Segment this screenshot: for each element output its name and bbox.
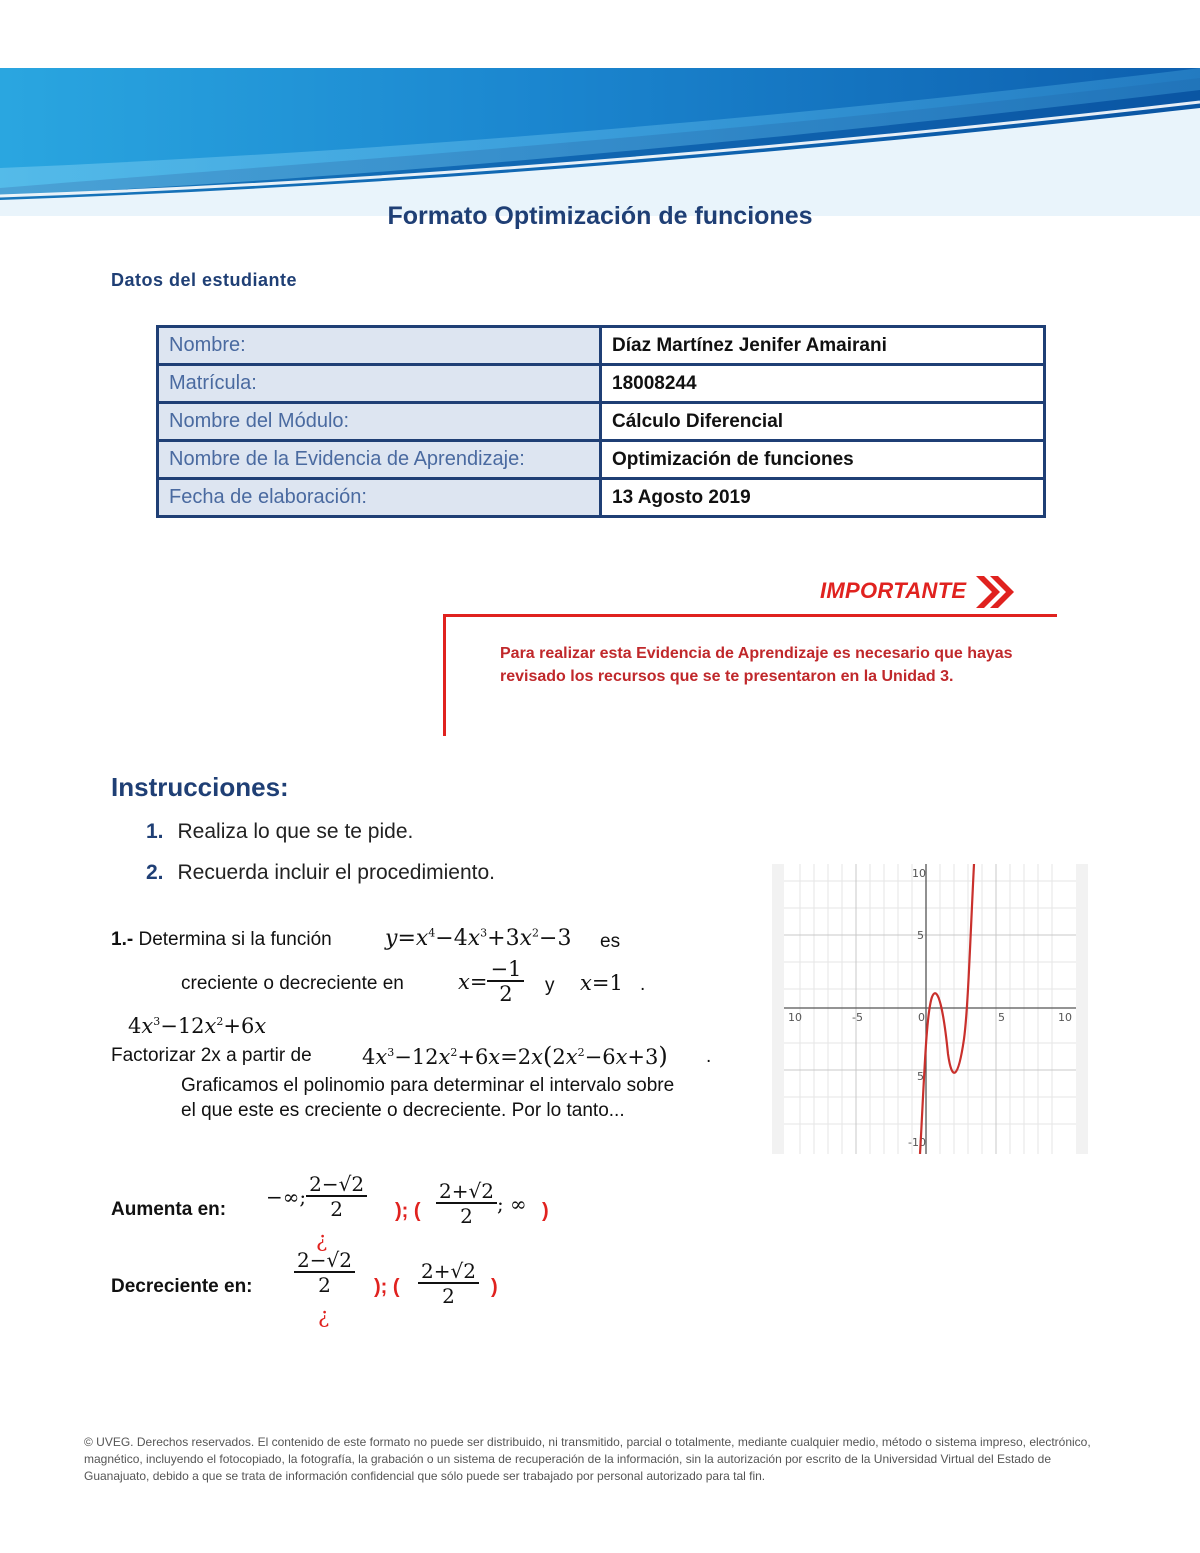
table-row xyxy=(158,441,1045,479)
student-info-table xyxy=(156,325,1046,518)
name-value: Díaz Martínez Jenifer Amairani xyxy=(601,327,1045,365)
function-formula: $y=x^4-4x^3+3x^2-3$ xyxy=(385,926,572,951)
factor-formula: $4x^3-12x^2+6x=2x(2x^2-6x+3)$ xyxy=(362,1042,668,1070)
date-label: Fecha de elaboración: xyxy=(158,479,601,517)
text-y: y xyxy=(545,975,555,996)
item-text: Realiza lo que se te pide. xyxy=(177,820,414,843)
inverted-question: ¿ xyxy=(318,1304,330,1328)
y-tick-label: 5 xyxy=(917,929,924,942)
text-dot: . xyxy=(640,974,646,995)
important-text: Para realizar esta Evidencia de Aprendizaje es necesario que hayas revisado los recursos que se te presentaron en la Unidad 3. xyxy=(500,645,1013,685)
table-row xyxy=(158,479,1045,517)
student-data-heading: Datos del estudiante xyxy=(111,270,298,290)
problem-line-1 xyxy=(111,929,332,951)
y-tick-label: 5 xyxy=(917,1070,924,1083)
close-paren: ) xyxy=(542,1200,549,1222)
increasing-interval-1 xyxy=(266,1173,367,1221)
derivative-formula: $4x^3-12x^2+6x$ xyxy=(128,1014,267,1038)
denominator: 2 xyxy=(318,1273,331,1297)
date-value: 13 Agosto 2019 xyxy=(601,479,1045,517)
y-tick-label: -10 xyxy=(908,1136,926,1149)
decreasing-interval-1 xyxy=(294,1249,355,1297)
point-b-formula: x=1 xyxy=(580,971,623,995)
evidence-value: Optimización de funciones xyxy=(601,441,1045,479)
problem-text: Determina si la función xyxy=(138,929,332,950)
interval-separator: ); ( xyxy=(374,1276,400,1298)
numerator: 2−√2 xyxy=(306,1173,367,1197)
important-divider xyxy=(445,614,1057,617)
footer-copyright: © UVEG. Derechos reservados. El contenido de este formato no puede ser distribuido, ni transmitido, parcial o totalmente, mediante cualquier medio, método o sistema impreso, electrónico, magnético, incluyendo el fotocopiado, la fotografía, la grabación o un sistema de recuperación de la información, sin la autorización por escrito de la Universidad Virtual del Estado de Guanajuato, debido a que se trata de información confidencial que sólo puede ser trabajado por personal autorizado para tal fin. xyxy=(84,1435,1091,1483)
factor-dot: . xyxy=(706,1046,712,1067)
denominator: 2 xyxy=(442,1284,455,1308)
list-item xyxy=(146,861,495,885)
denominator: 2 xyxy=(460,1204,473,1228)
interval-separator: ); ( xyxy=(395,1200,421,1222)
module-label: Nombre del Módulo: xyxy=(158,403,601,441)
x-tick-label: -5 xyxy=(852,1011,863,1024)
text-es: es xyxy=(600,931,621,952)
name-label: Nombre: xyxy=(158,327,601,365)
inverted-question: ¿ xyxy=(316,1228,328,1252)
numerator: 2+√2 xyxy=(418,1260,479,1284)
numerator: 2+√2 xyxy=(436,1180,497,1204)
table-row xyxy=(158,403,1045,441)
close-paren: ) xyxy=(491,1276,498,1298)
problem-number: 1.- xyxy=(111,929,134,950)
item-number: 2. xyxy=(146,861,164,884)
increasing-label: Aumenta en: xyxy=(111,1199,227,1220)
numerator: 2−√2 xyxy=(294,1249,355,1273)
y-tick-label: 10 xyxy=(912,867,926,880)
id-value: 18008244 xyxy=(601,365,1045,403)
x-tick-label: 0 xyxy=(918,1011,925,1024)
double-arrow-icon xyxy=(972,572,1018,612)
point-a-formula: x= $\frac{-1}{2}$ xyxy=(458,958,524,1006)
increasing-interval-2 xyxy=(436,1180,527,1228)
x-tick-label: 10 xyxy=(788,1011,802,1024)
item-number: 1. xyxy=(146,820,164,843)
graph-explanation: Graficamos el polinomio para determinar el intervalo sobre el que este es creciente o decreciente. Por lo tanto... xyxy=(181,1075,675,1121)
important-title: IMPORTANTE xyxy=(820,578,967,603)
instructions-title: Instrucciones: xyxy=(111,772,289,802)
factor-text: Factorizar 2x a partir de xyxy=(111,1045,312,1066)
important-side-bar xyxy=(443,614,446,736)
x-tick-label: 5 xyxy=(998,1011,1005,1024)
table-row xyxy=(158,365,1045,403)
x-tick-label: 10 xyxy=(1058,1011,1072,1024)
decreasing-interval-2 xyxy=(418,1260,479,1308)
id-label: Matrícula: xyxy=(158,365,601,403)
evidence-label: Nombre de la Evidencia de Aprendizaje: xyxy=(158,441,601,479)
infinity: ; ∞ xyxy=(496,1192,527,1216)
function-graph xyxy=(772,864,1088,1154)
item-text: Recuerda incluir el procedimiento. xyxy=(177,861,496,884)
denominator: 2 xyxy=(330,1197,343,1221)
list-item xyxy=(146,820,413,844)
page-title: Formato Optimización de funciones xyxy=(387,202,813,230)
problem-text-2: creciente o decreciente en xyxy=(181,973,404,994)
neg-infinity: −∞; xyxy=(266,1185,307,1209)
module-value: Cálculo Diferencial xyxy=(601,403,1045,441)
table-row xyxy=(158,327,1045,365)
header-banner xyxy=(0,68,1200,216)
decreasing-label: Decreciente en: xyxy=(111,1276,253,1297)
